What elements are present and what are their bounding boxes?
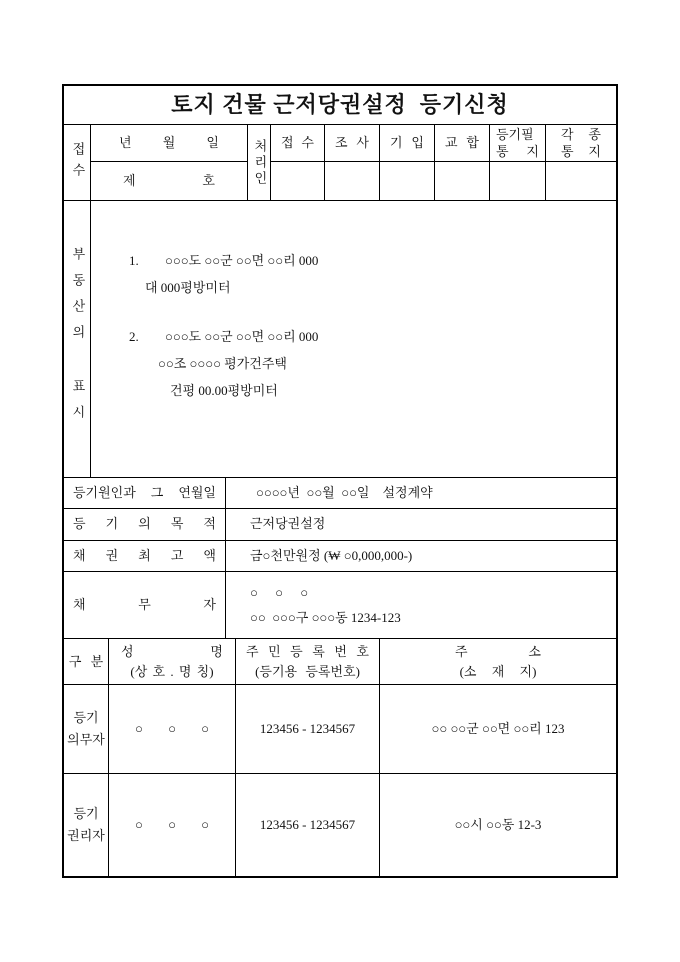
- rights-holder-category-line1: 등기: [73, 806, 99, 821]
- purpose-value: 근저당권설정: [250, 516, 326, 532]
- col-receipt-empty-cell: [271, 161, 324, 200]
- obligor-number-cell: [235, 685, 379, 773]
- number-field: [91, 161, 247, 200]
- property-item-1-line-2: 대 000평방미터: [145, 280, 231, 295]
- col-notify2-label-line1: 각 종: [561, 127, 601, 142]
- party-col-address-line2: (소 재 지): [459, 663, 537, 679]
- property-item-2-text: ○○○도 ○○군 ○○면 ○○리 000: [165, 329, 319, 344]
- cause-label: 등기원인과 그 연월일: [73, 484, 216, 500]
- property-item-1: [91, 247, 616, 301]
- rights-holder-number-cell: [235, 774, 379, 876]
- party-col-number-line2: (등기용 등록번호): [255, 663, 360, 679]
- property-section: [64, 200, 616, 477]
- rights-holder-row: [64, 773, 616, 876]
- property-item-2-line-1: [91, 323, 616, 350]
- rights-holder-category-line2: 권리자: [67, 828, 105, 843]
- obligor-name-cell: [108, 685, 235, 773]
- col-entry-label: 기 입: [390, 134, 424, 150]
- obligor-category-line1: 등기: [73, 710, 99, 725]
- purpose-row: [64, 508, 616, 540]
- party-col-number: [235, 639, 379, 684]
- max-claim-row: [64, 540, 616, 571]
- purpose-label-cell: [64, 509, 225, 540]
- debtor-label: 채 무 자: [73, 596, 216, 612]
- rights-holder-address-cell: [379, 774, 616, 876]
- col-entry: [379, 125, 434, 200]
- property-item-1-number: 1.: [129, 253, 139, 268]
- property-item-1-line-1: [91, 247, 616, 274]
- reception-stub-label: 접수: [70, 141, 86, 184]
- party-col-name-line2: (상 호 . 명 칭): [130, 663, 214, 679]
- col-receipt: [270, 125, 324, 200]
- purpose-value-cell: [225, 509, 616, 540]
- property-stub-label: 부동산의 표시: [70, 247, 86, 431]
- title-row: [64, 86, 616, 124]
- property-item-2: [91, 323, 616, 404]
- col-receipt-label: 접 수: [281, 134, 314, 150]
- obligor-number: 123456 - 1234567: [259, 721, 356, 736]
- max-claim-label: 채 권 최 고 액: [73, 547, 216, 563]
- obligor-category-cell: [64, 685, 108, 773]
- debtor-name: ○ ○ ○: [250, 585, 309, 600]
- reception-date-cell: [90, 125, 247, 200]
- col-notify1: [489, 125, 545, 200]
- rights-holder-name: ○ ○ ○: [134, 817, 210, 832]
- col-review-empty-cell: [325, 161, 379, 200]
- cause-row: [64, 477, 616, 508]
- party-col-category: [64, 639, 108, 684]
- col-review: [324, 125, 379, 200]
- date-field: [91, 125, 247, 161]
- debtor-address: ○○ ○○○구 ○○○동 1234-123: [250, 610, 401, 625]
- obligor-row: [64, 684, 616, 773]
- party-col-address-line1: 주 소: [455, 643, 541, 659]
- party-col-name-line1: 성 명: [121, 643, 223, 659]
- party-col-category-label: 구 분: [68, 653, 104, 669]
- max-claim-value: 금○천만원정 (₩ ○0,000,000-): [250, 547, 413, 563]
- col-notify2-empty-cell: [546, 161, 616, 200]
- registration-form: [62, 84, 618, 878]
- obligor-name: ○ ○ ○: [134, 721, 210, 736]
- clerk-cell: [247, 125, 270, 200]
- col-review-label: 조 사: [335, 134, 369, 150]
- party-col-name: [108, 639, 235, 684]
- max-claim-label-cell: [64, 541, 225, 571]
- debtor-row: [64, 571, 616, 638]
- property-content: [90, 201, 616, 477]
- reception-header: [64, 124, 616, 200]
- cause-value: ○○○○년 ○○월 ○○일 설정계약: [256, 484, 433, 500]
- rights-holder-address: ○○시 ○○동 12-3: [454, 817, 542, 832]
- col-check-empty-cell: [435, 161, 489, 200]
- page-title: 토지 건물 근저당권설정 등기신청: [171, 91, 509, 117]
- clerk-label: 처리인: [252, 138, 268, 187]
- property-item-1-text: ○○○도 ○○군 ○○면 ○○리 000: [165, 253, 319, 268]
- date-label: 년 월 일: [119, 134, 219, 150]
- debtor-label-cell: [64, 572, 225, 638]
- col-entry-empty-cell: [380, 161, 434, 200]
- col-notify2-label-line2: 통 지: [561, 144, 601, 159]
- purpose-label: 등 기 의 목 적: [73, 516, 216, 532]
- obligor-address-cell: [379, 685, 616, 773]
- number-label: 제 호: [123, 172, 215, 188]
- col-notify1-label-line2: 통 지: [496, 144, 539, 159]
- rights-holder-number: 123456 - 1234567: [259, 817, 356, 832]
- col-check-label: 교 합: [445, 134, 479, 150]
- col-check: [434, 125, 489, 200]
- obligor-address: ○○ ○○군 ○○면 ○○리 123: [431, 721, 565, 736]
- reception-stub-cell: [64, 125, 90, 200]
- property-stub-cell: [64, 201, 90, 477]
- party-col-number-line1: 주 민 등 록 번 호: [246, 643, 369, 659]
- property-item-2-number: 2.: [129, 329, 139, 344]
- col-notify1-empty-cell: [490, 161, 545, 200]
- debtor-value-cell: [225, 572, 616, 638]
- rights-holder-name-cell: [108, 774, 235, 876]
- cause-value-cell: [225, 478, 616, 508]
- col-notify2: [545, 125, 616, 200]
- property-item-2-line-2: ○○조 ○○○○ 평가건주택: [158, 356, 287, 371]
- rights-holder-category-cell: [64, 774, 108, 876]
- col-notify1-label-line1: 등기필: [496, 127, 534, 142]
- obligor-category-line2: 의무자: [67, 732, 105, 747]
- property-item-2-line-3: 건평 00.00평방미터: [170, 383, 278, 398]
- party-table-header: [64, 638, 616, 684]
- cause-label-cell: [64, 478, 225, 508]
- max-claim-value-cell: [225, 541, 616, 571]
- party-col-address: [379, 639, 616, 684]
